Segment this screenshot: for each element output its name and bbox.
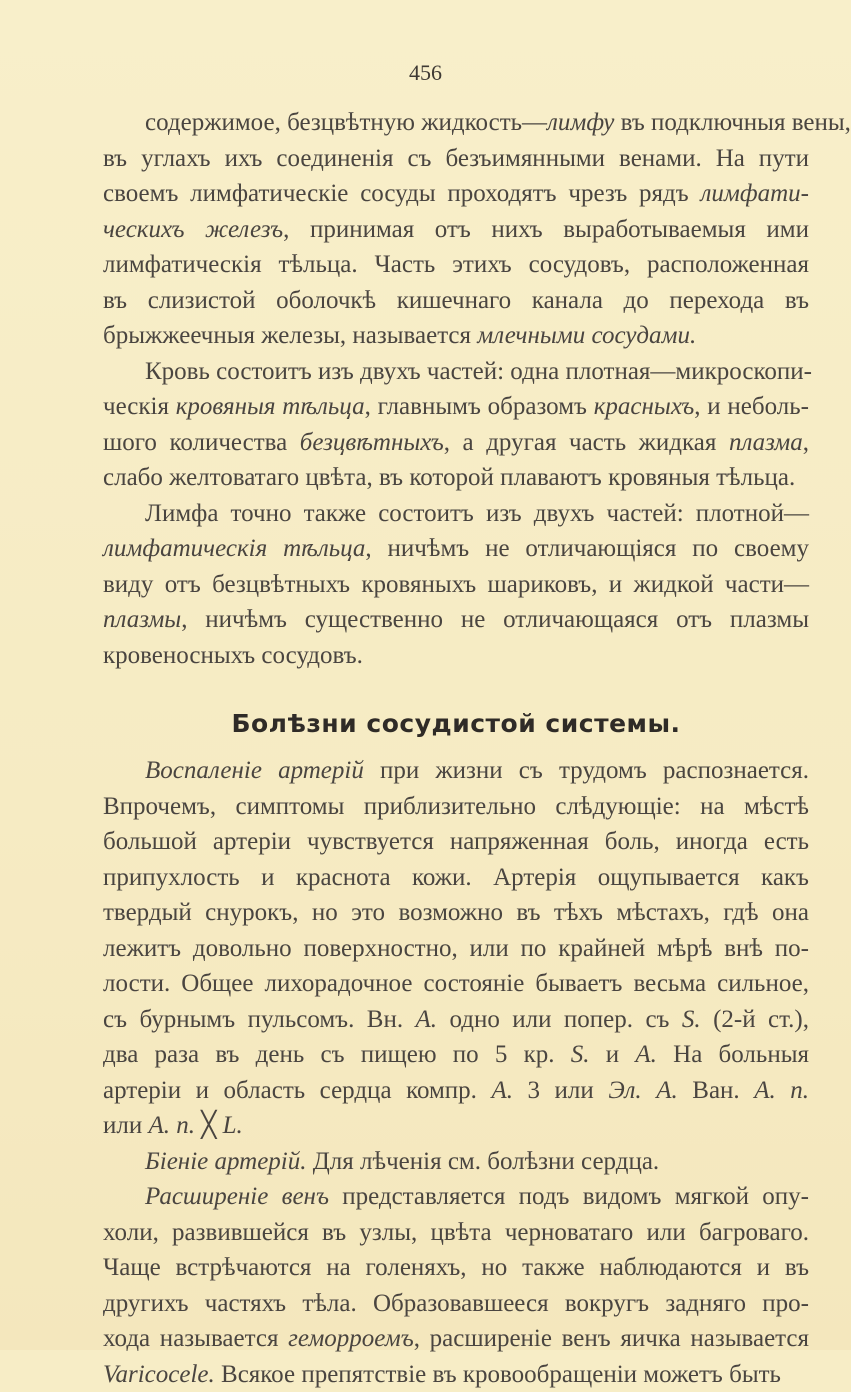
page-body <box>103 105 809 1392</box>
italic-text-run: Varicocele. <box>103 1361 215 1388</box>
italic-text-run: А. <box>635 1041 657 1068</box>
text-line <box>103 789 809 825</box>
italic-text-run: S. <box>682 1006 701 1033</box>
text-run: твердый снурокъ, но это возможно въ тѣхъ мѣстахъ, гдѣ она <box>103 899 809 926</box>
text-line <box>103 966 809 1002</box>
text-run: Кровь состоитъ изъ двухъ частей: одна плотная—микроскопи- <box>145 358 812 385</box>
text-run: представляется подъ видомъ мягкой опу- <box>329 1183 809 1210</box>
text-run: Лимфа точно также состоитъ изъ двухъ частей: плотной— <box>145 500 809 527</box>
text-line <box>103 318 809 354</box>
text-run: артеріи и область сердца компр. <box>103 1077 491 1104</box>
text-run: слабо желтоватаго цвѣта, въ которой плаваютъ кровяныя тѣльца. <box>103 464 795 491</box>
text-line <box>103 1286 809 1322</box>
text-run: Всякое препятствіе въ кровообращеніи можетъ быть <box>215 1361 781 1388</box>
text-run: На больныя <box>657 1041 809 1068</box>
text-run: брыжжеечныя железы, называется <box>103 322 477 349</box>
text-line <box>103 638 809 674</box>
italic-text-run: ческихъ железъ <box>103 216 283 243</box>
page-number: 456 <box>0 60 851 86</box>
intro-section <box>103 105 809 673</box>
text-run: съ бурнымъ пульсомъ. Вн. <box>103 1006 416 1033</box>
text-line <box>103 1250 809 1286</box>
italic-text-run: лимфати- <box>701 180 809 207</box>
text-line <box>103 460 809 496</box>
text-line <box>103 1002 809 1038</box>
italic-text-run: геморроемъ <box>288 1325 414 1352</box>
italic-text-run: Эл. <box>608 1077 641 1104</box>
italic-text-run: млечными сосудами. <box>477 322 696 349</box>
italic-text-run: плазмы <box>103 606 181 633</box>
text-line <box>103 496 809 532</box>
text-line <box>103 247 809 283</box>
italic-text-run: лимфу <box>547 109 614 136</box>
text-line <box>103 567 809 603</box>
italic-text-run: п. <box>790 1077 809 1104</box>
text-run: содержимое, безцвѣтную жидкость— <box>145 109 547 136</box>
text-run: , и неболь- <box>694 393 809 420</box>
text-line <box>103 212 809 248</box>
text-run: въ слизистой оболочкѣ кишечнаго канала до перехода въ <box>103 287 809 314</box>
text-line <box>103 425 809 461</box>
italic-text-run: красныхъ <box>594 393 695 420</box>
text-run: большой артеріи чувствуется напряженная боль, иногда есть <box>103 828 809 855</box>
text-run: Ван. <box>678 1077 754 1104</box>
text-run: , ничѣмъ существенно не отличающаяся отъ плазмы <box>181 606 809 633</box>
text-line <box>103 389 809 425</box>
text-run: и <box>590 1041 636 1068</box>
italic-text-run: кровяныя тѣльца <box>176 393 365 420</box>
text-run: лежитъ довольно поверхностно, или по крайней мѣрѣ внѣ по- <box>103 935 809 962</box>
italic-text-run: Расширеніе венъ <box>145 1183 329 1210</box>
text-run: Для лѣченія см. болѣзни сердца. <box>307 1148 660 1175</box>
text-line <box>103 283 809 319</box>
text-line <box>103 895 809 931</box>
text-run <box>776 1077 791 1104</box>
text-run: своемъ лимфатическіе сосуды проходятъ чрезъ рядъ <box>103 180 701 207</box>
text-run: хода называется <box>103 1325 288 1352</box>
text-line <box>103 1073 809 1109</box>
text-line <box>103 602 809 638</box>
section-heading: Болѣзни сосудистой системы. <box>103 701 809 747</box>
text-line <box>103 860 809 896</box>
italic-text-run: безцвѣтныхъ <box>300 429 444 456</box>
text-run: припухлость и краснота кожи. Артерія ощупывается какъ <box>103 864 809 891</box>
text-run: лости. Общее лихорадочное состояніе бываетъ весьма сильное, <box>103 970 809 997</box>
text-run: , главнымъ образомъ <box>365 393 594 420</box>
italic-text-run: Воспаленіе артерій <box>145 757 364 784</box>
italic-text-run: А. <box>656 1077 678 1104</box>
text-line <box>103 753 809 789</box>
text-run <box>642 1077 657 1104</box>
text-line <box>103 354 809 390</box>
italic-text-run: S. <box>571 1041 590 1068</box>
text-line <box>103 531 809 567</box>
italic-text-run: А. <box>754 1077 776 1104</box>
text-run: ческія <box>103 393 176 420</box>
text-line <box>103 141 809 177</box>
text-run: Чаще встрѣчаются на голеняхъ, но также наблюдаются и въ <box>103 1254 809 1281</box>
text-line <box>103 1357 809 1392</box>
italic-text-run: А. <box>491 1077 513 1104</box>
text-line <box>103 1037 809 1073</box>
text-run: другихъ частяхъ тѣла. Образовавшееся вокругъ задняго про- <box>103 1290 809 1317</box>
italic-text-run: плазма <box>729 429 803 456</box>
text-run: виду отъ безцвѣтныхъ кровяныхъ шариковъ, и жидкой части— <box>103 571 809 598</box>
italic-text-run: А. <box>148 1112 170 1139</box>
text-run: шого количества <box>103 429 300 456</box>
text-run: въ подключныя вены, <box>614 109 851 136</box>
text-line <box>103 931 809 967</box>
text-run: два раза въ день съ пищею по 5 кр. <box>103 1041 571 1068</box>
text-line <box>103 105 809 141</box>
text-run: , расширеніе венъ яичка называется <box>414 1325 809 1352</box>
diseases-section <box>103 753 809 1392</box>
italic-text-run: п. <box>176 1112 195 1139</box>
text-run: , ничѣмъ не отличающіяся по своему <box>365 535 809 562</box>
text-run: , принимая отъ нихъ выработываемыя ими <box>283 216 809 243</box>
text-run: , <box>803 429 809 456</box>
text-run: въ углахъ ихъ соединенія съ безъимянными венами. На пути <box>103 145 809 172</box>
text-run: 3 или <box>513 1077 608 1104</box>
text-run: лимфатическія тѣльца. Часть этихъ сосудовъ, расположенная <box>103 251 809 278</box>
text-line <box>103 1144 809 1180</box>
text-run: ╳ <box>195 1112 223 1139</box>
text-run: (2-й ст.), <box>701 1006 809 1033</box>
italic-text-run: А. <box>416 1006 438 1033</box>
text-run: при жизни съ трудомъ распознается. <box>364 757 809 784</box>
text-run: одно или попер. съ <box>437 1006 682 1033</box>
text-line <box>103 824 809 860</box>
text-run: кровеносныхъ сосудовъ. <box>103 642 363 669</box>
text-run: холи, развившейся въ узлы, цвѣта черноватаго или багроваго. <box>103 1219 809 1246</box>
italic-text-run: лимфатическія тѣльца <box>103 535 365 562</box>
text-run: Впрочемъ, симптомы приблизительно слѣдующіе: на мѣстѣ <box>103 793 809 820</box>
text-line <box>103 1321 809 1357</box>
text-line <box>103 1108 809 1144</box>
text-line <box>103 1179 809 1215</box>
italic-text-run: L. <box>223 1112 243 1139</box>
italic-text-run: Біеніе артерій. <box>145 1148 307 1175</box>
text-line <box>103 176 809 212</box>
text-run: , а другая часть жидкая <box>444 429 729 456</box>
text-line <box>103 1215 809 1251</box>
text-run: или <box>103 1112 148 1139</box>
